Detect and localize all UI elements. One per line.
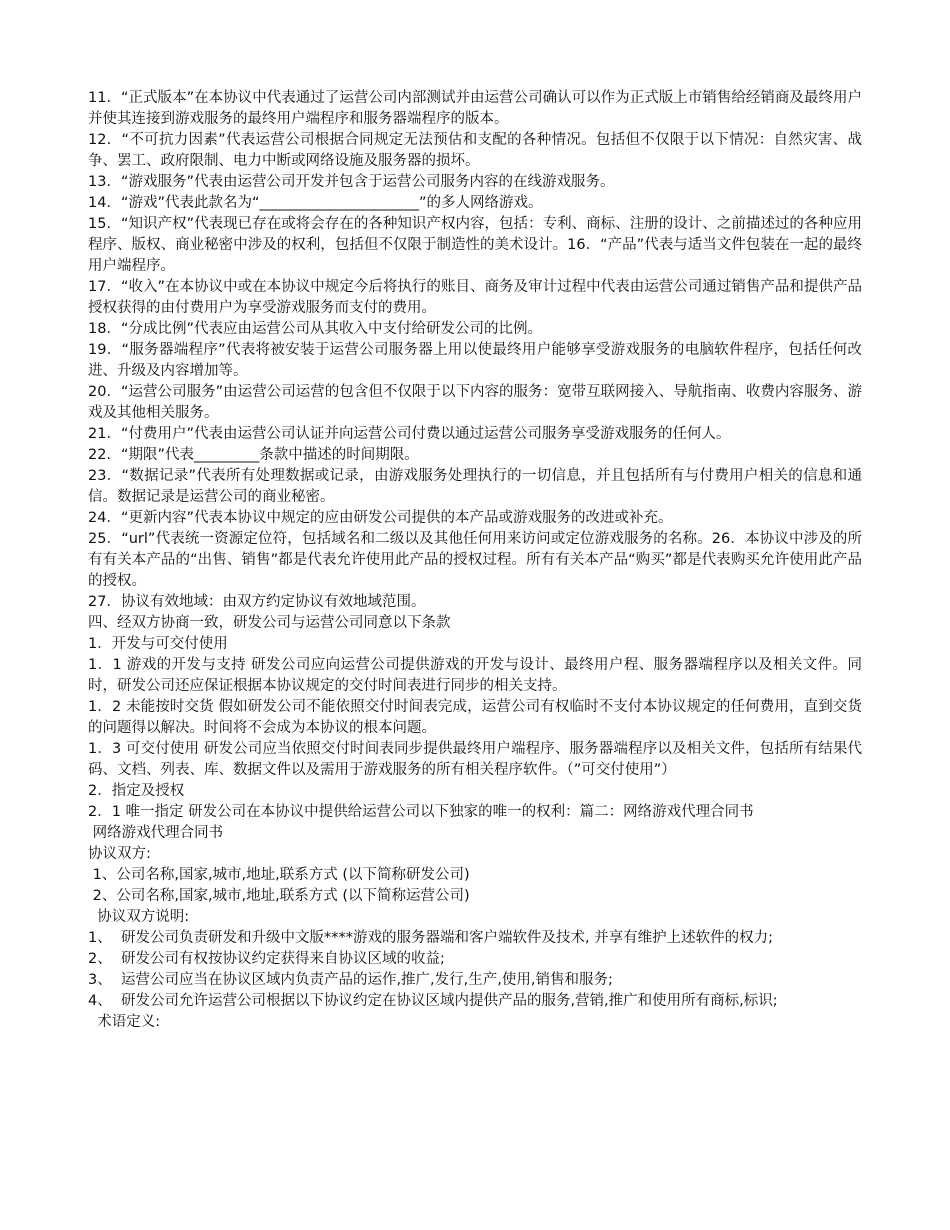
clause-22: 22．“期限”代表_________条款中描述的时间期限。 [88, 447, 419, 463]
clause-14: 14．“游戏”代表此款名为“______________________”的多人网络游戏。 [88, 195, 543, 211]
clause-23: 23．“数据记录”代表所有处理数据或记录，由游戏服务处理执行的一切信息，并且包括所有与付费用户相关的信息和通信。数据记录是运营公司的商业秘密。 [88, 468, 862, 505]
clause-19: 19．“服务器端程序”代表将被安装于运营公司服务器上用以使最终用户能够享受游戏服务的电脑软件程序，包括任何改进、升级及内容增加等。 [88, 342, 862, 379]
clause-21: 21．“付费用户”代表由运营公司认证并向运营公司付费以通过运营公司服务享受游戏服务的任何人。 [88, 426, 731, 442]
clause-1-3: 1．3 可交付使用 研发公司应当依照交付时间表同步提供最终用户端程序、服务器端程序以及相关文件，包括所有结果代码、文档、列表、库、数据文件以及需用于游戏服务的所有相关程序软件。（”可交付使用”） [88, 741, 862, 778]
clause-1-1: 1．1 游戏的开发与支持 研发公司应向运营公司提供游戏的开发与设计、最终用户程、服务器端程序以及相关文件。同时，研发公司还应保证根据本协议规定的交付时间表进行同步的相关支持。 [88, 657, 862, 694]
description-2: 2、 研发公司有权按协议约定获得来自协议区域的收益; [88, 951, 445, 967]
section-1-title: 1．开发与可交付使用 [88, 636, 228, 652]
terms-definition-heading: 术语定义: [88, 1014, 161, 1030]
clause-12: 12．“不可抗力因素”代表运营公司根据合同规定无法预估和支配的各种情况。包括但不仅限于以下情况：自然灾害、战争、罢工、政府限制、电力中断或网络设施及服务器的损坏。 [88, 132, 862, 169]
description-4: 4、 研发公司允许运营公司根据以下协议约定在协议区域内提供产品的服务,营销,推广和使用所有商标,标识; [88, 993, 778, 1009]
party-2: 2、公司名称,国家,城市,地址,联系方式 (以下简称运营公司) [88, 888, 470, 904]
clause-20: 20．“运营公司服务”由运营公司运营的包含但不仅限于以下内容的服务：宽带互联网接入、导航指南、收费内容服务、游戏及其他相关服务。 [88, 384, 862, 421]
clause-13: 13．“游戏服务”代表由运营公司开发并包含于运营公司服务内容的在线游戏服务。 [88, 174, 615, 190]
party-1: 1、公司名称,国家,城市,地址,联系方式 (以下简称研发公司) [88, 867, 470, 883]
parties-heading: 协议双方: [88, 846, 151, 862]
contract-title: 网络游戏代理合同书 [88, 825, 224, 841]
clause-18: 18．“分成比例”代表应由运营公司从其收入中支付给研发公司的比例。 [88, 321, 542, 337]
clause-1-2: 1．2 未能按时交货 假如研发公司不能依照交付时间表完成，运营公司有权临时不支付本协议规定的任何费用，直到交货的问题得以解决。时间将不会成为本协议的根本问题。 [88, 699, 862, 736]
section-2-title: 2．指定及授权 [88, 783, 185, 799]
description-1: 1、 研发公司负责研发和升级中文版****游戏的服务器端和客户端软件及技术, 并享有维护上述软件的权力; [88, 930, 774, 946]
parties-description-heading: 协议双方说明: [88, 909, 190, 925]
section-heading-4: 四、经双方协商一致，研发公司与运营公司同意以下条款 [88, 615, 451, 631]
clause-27: 27．协议有效地域：由双方约定协议有效地域范围。 [88, 594, 426, 610]
clause-24: 24．“更新内容”代表本协议中规定的应由研发公司提供的本产品或游戏服务的改进或补充。 [88, 510, 673, 526]
clause-17: 17．“收入”在本协议中或在本协议中规定今后将执行的账目、商务及审计过程中代表由运营公司通过销售产品和提供产品授权获得的由付费用户为享受游戏服务而支付的费用。 [88, 279, 862, 316]
description-3: 3、 运营公司应当在协议区域内负责产品的运作,推广,发行,生产,使用,销售和服务; [88, 972, 613, 988]
clause-15-16: 15．“知识产权”代表现已存在或将会存在的各种知识产权内容，包括：专利、商标、注册的设计、之前描述过的各种应用程序、版权、商业秘密中涉及的权利，包括但不仅限于制造性的美术设计。16．“产品”代表与适当文件包装在一起的最终用户端程序。 [88, 216, 862, 274]
clause-25-26: 25．“url”代表统一资源定位符，包括域名和二级以及其他任何用来访问或定位游戏服务的名称。26．本协议中涉及的所有有关本产品的“出售、销售”都是代表允许使用此产品的授权过程。所有有关本产品“购买”都是代表购买允许使用此产品的授权。 [88, 531, 862, 589]
clause-2-1: 2．1 唯一指定 研发公司在本协议中提供给运营公司以下独家的唯一的权利：篇二：网络游戏代理合同书 [88, 804, 754, 820]
clause-11: 11．“正式版本”在本协议中代表通过了运营公司内部测试并由运营公司确认可以作为正式版上市销售给经销商及最终用户并使其连接到游戏服务的最终用户端程序和服务器端程序的版本。 [88, 90, 862, 127]
